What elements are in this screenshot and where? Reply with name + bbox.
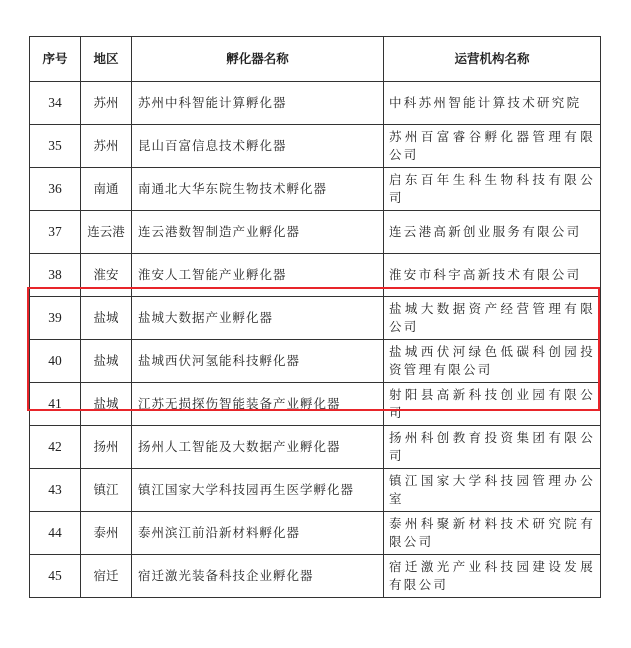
row-number: 43 [30,469,81,512]
row-incubator-name: 苏州中科智能计算孵化器 [132,82,384,125]
row-area: 盐城 [81,340,132,383]
row-number: 37 [30,211,81,254]
row-area: 泰州 [81,512,132,555]
row-incubator-name: 扬州人工智能及大数据产业孵化器 [132,426,384,469]
row-operator-name: 淮安市科宇高新技术有限公司 [384,254,601,297]
row-area: 苏州 [81,82,132,125]
row-area: 扬州 [81,426,132,469]
header-area: 地区 [81,37,132,82]
table-row [30,512,601,555]
row-operator-name: 启东百年生科生物科技有限公司 [384,168,601,211]
row-operator-name: 镇江国家大学科技园管理办公室 [384,469,601,512]
row-operator-name: 扬州科创教育投资集团有限公司 [384,426,601,469]
table-row [30,469,601,512]
row-incubator-name: 宿迁激光装备科技企业孵化器 [132,555,384,598]
table-row [30,383,601,426]
row-operator-name: 中科苏州智能计算技术研究院 [384,82,601,125]
row-number: 39 [30,297,81,340]
row-operator-name: 盐城大数据资产经营管理有限公司 [384,297,601,340]
row-incubator-name: 南通北大华东院生物技术孵化器 [132,168,384,211]
header-row [30,37,601,82]
row-number: 44 [30,512,81,555]
row-operator-name: 泰州科聚新材料技术研究院有限公司 [384,512,601,555]
incubator-table [29,36,601,598]
row-area: 镇江 [81,469,132,512]
row-operator-name: 射阳县高新科技创业园有限公司 [384,383,601,426]
row-operator-name: 连云港高新创业服务有限公司 [384,211,601,254]
row-number: 34 [30,82,81,125]
table-row [30,426,601,469]
row-area: 南通 [81,168,132,211]
row-operator-name: 苏州百富睿谷孵化器管理有限公司 [384,125,601,168]
row-operator-name: 宿迁激光产业科技园建设发展有限公司 [384,555,601,598]
row-area: 苏州 [81,125,132,168]
row-operator-name: 盐城西伏河绿色低碳科创园投资管理有限公司 [384,340,601,383]
row-incubator-name: 盐城大数据产业孵化器 [132,297,384,340]
row-number: 38 [30,254,81,297]
table-row [30,82,601,125]
row-area: 宿迁 [81,555,132,598]
row-incubator-name: 连云港数智制造产业孵化器 [132,211,384,254]
row-incubator-name: 淮安人工智能产业孵化器 [132,254,384,297]
row-number: 41 [30,383,81,426]
row-area: 盐城 [81,297,132,340]
row-number: 40 [30,340,81,383]
table-row [30,297,601,340]
table-row [30,254,601,297]
header-number: 序号 [30,37,81,82]
row-number: 42 [30,426,81,469]
row-incubator-name: 昆山百富信息技术孵化器 [132,125,384,168]
row-incubator-name: 盐城西伏河氢能科技孵化器 [132,340,384,383]
table-row [30,168,601,211]
row-area: 盐城 [81,383,132,426]
row-number: 36 [30,168,81,211]
row-number: 45 [30,555,81,598]
table-row [30,125,601,168]
header-incubator-name: 孵化器名称 [132,37,384,82]
row-area: 连云港 [81,211,132,254]
row-area: 淮安 [81,254,132,297]
row-incubator-name: 泰州滨江前沿新材料孵化器 [132,512,384,555]
row-number: 35 [30,125,81,168]
row-incubator-name: 镇江国家大学科技园再生医学孵化器 [132,469,384,512]
row-incubator-name: 江苏无损探伤智能装备产业孵化器 [132,383,384,426]
table-row [30,555,601,598]
table-row [30,211,601,254]
header-operator-name: 运营机构名称 [384,37,601,82]
table-row [30,340,601,383]
